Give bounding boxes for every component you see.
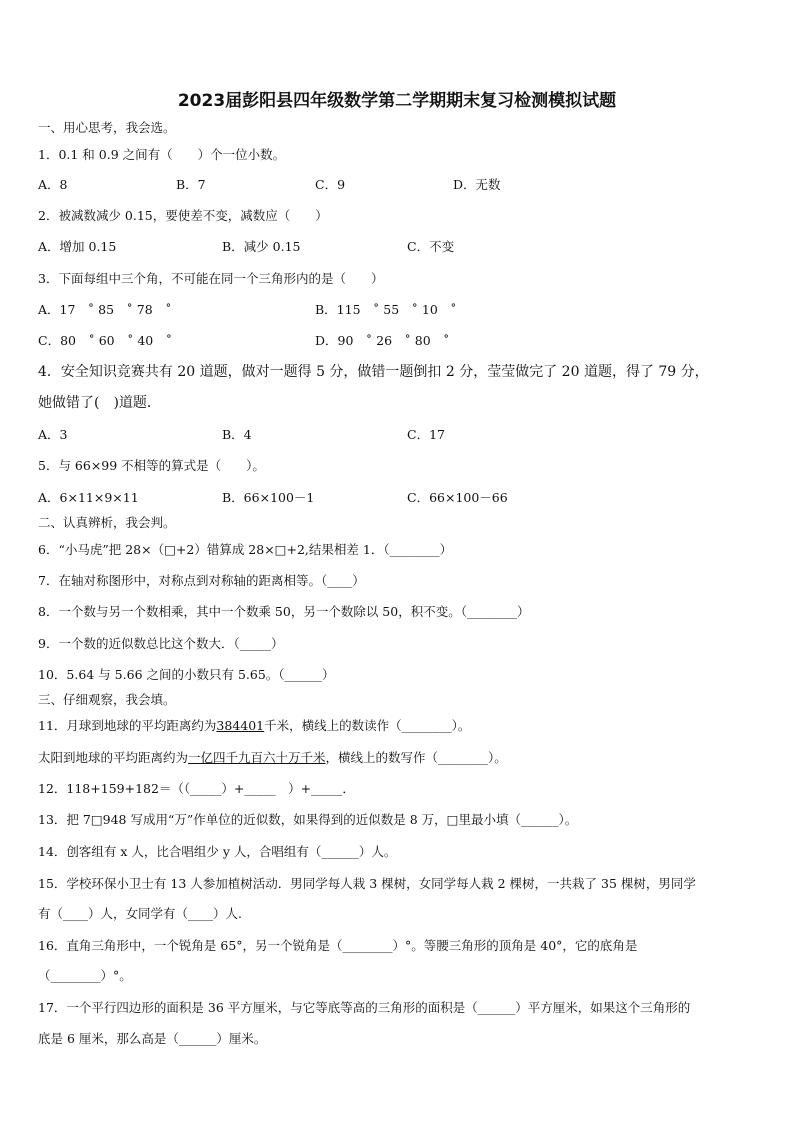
question-13: 13．把 7□948 写成用“万”作单位的近似数，如果得到的近似数是 8 万，□里最小填（______）。 (38, 812, 578, 827)
question-11-sun-distance: 一亿四千九百六十万千米 (188, 750, 326, 765)
question-3-option-b: B．115 ˚ 55 ˚ 10 ˚ (315, 302, 457, 317)
section-heading-2: 二、认真辨析，我会判。 (38, 515, 176, 530)
question-17-line-2: 底是 6 厘米，那么高是（______）厘米。 (38, 1031, 267, 1046)
question-1-option-a: A．8 (38, 177, 68, 192)
question-4-stem-line-2: 她做错了( )道题． (38, 395, 161, 411)
question-14: 14．创客组有 x 人，比合唱组少 y 人，合唱组有（______）人。 (38, 844, 397, 859)
question-2-stem: 2．被减数减少 0.15，要使差不变，减数应（ ） (38, 208, 328, 223)
question-17-line-1: 17．一个平行四边形的面积是 36 平方厘米，与它等底等高的三角形的面积是（______）平方厘米，如果这个三角形的 (38, 1000, 691, 1015)
question-15-line-2: 有（____）人，女同学有（____）人. (38, 906, 242, 921)
question-15-line-1: 15．学校环保小卫士有 13 人参加植树活动．男同学每人栽 3 棵树，女同学每人栽 2 棵树，一共栽了 35 棵树，男同学 (38, 876, 696, 891)
question-11-line-2 (38, 750, 507, 766)
question-5-option-a: A．6×11×9×11 (38, 490, 139, 505)
question-3-option-a: A．17 ˚ 85 ˚ 78 ˚ (38, 302, 172, 317)
question-4-option-c: C．17 (407, 427, 445, 442)
question-6: 6．“小马虎”把 28×（□+2）错算成 28×□+2,结果相差 1．（________） (38, 542, 453, 557)
question-1-stem: 1．0.1 和 0.9 之间有（ ）个一位小数。 (38, 147, 286, 162)
question-11-moon-distance: 384401 (216, 718, 265, 733)
question-8: 8．一个数与另一个数相乘，其中一个数乘 50，另一个数除以 50，积不变。（________） (38, 604, 530, 619)
question-11-line-2-suffix: ，横线上的数写作（________）。 (325, 750, 507, 765)
question-3-stem: 3．下面每组中三个角，不可能在同一个三角形内的是（ ） (38, 271, 384, 286)
question-16-line-1: 16．直角三角形中，一个锐角是 65°，另一个锐角是（________）°。等腰三角形的顶角是 40°，它的底角是 (38, 938, 638, 953)
question-11-line-1-prefix: 11．月球到地球的平均距离约为 (38, 718, 217, 733)
question-3-option-d: D．90 ˚ 26 ˚ 80 ˚ (315, 333, 450, 348)
question-2-option-a: A．增加 0.15 (38, 239, 117, 254)
question-3-option-c: C．80 ˚ 60 ˚ 40 ˚ (38, 333, 172, 348)
question-9: 9．一个数的近似数总比这个数大．（_____） (38, 636, 284, 651)
question-1-option-d: D．无数 (453, 177, 501, 192)
question-7: 7．在轴对称图形中，对称点到对称轴的距离相等。（____） (38, 573, 365, 588)
question-4-option-a: A．3 (38, 427, 68, 442)
page-title: 2023届彭阳县四年级数学第二学期期末复习检测模拟试题 (177, 91, 617, 111)
question-5-option-c: C．66×100－66 (407, 490, 508, 505)
question-16-line-2: （________）°。 (38, 968, 132, 983)
question-5-option-b: B．66×100－1 (222, 490, 315, 505)
question-4-stem-line-1: 4．安全知识竞赛共有 20 道题，做对一题得 5 分，做错一题倒扣 2 分，莹莹做完了 20 道题，得了 79 分， (38, 364, 709, 380)
question-5-stem: 5．与 66×99 不相等的算式是（ ）。 (38, 458, 265, 473)
question-1-option-c: C．9 (315, 177, 346, 192)
section-heading-3: 三、仔细观察，我会填。 (38, 692, 176, 707)
question-12: 12．118+159+182＝（（_____）+_____ ）+_____． (38, 781, 355, 796)
question-11-line-2-prefix: 太阳到地球的平均距离约为 (38, 750, 189, 765)
question-4-option-b: B．4 (222, 427, 252, 442)
question-1-option-b: B．7 (176, 177, 206, 192)
section-heading-1: 一、用心思考，我会选。 (38, 120, 176, 135)
question-11-line-1-suffix: 千米，横线上的数读作（________）。 (264, 718, 471, 733)
question-10: 10．5.64 与 5.66 之间的小数只有 5.65。（______） (38, 667, 335, 682)
question-2-option-c: C．不变 (407, 239, 455, 254)
question-11-line-1 (38, 718, 470, 734)
question-2-option-b: B．减少 0.15 (222, 239, 301, 254)
